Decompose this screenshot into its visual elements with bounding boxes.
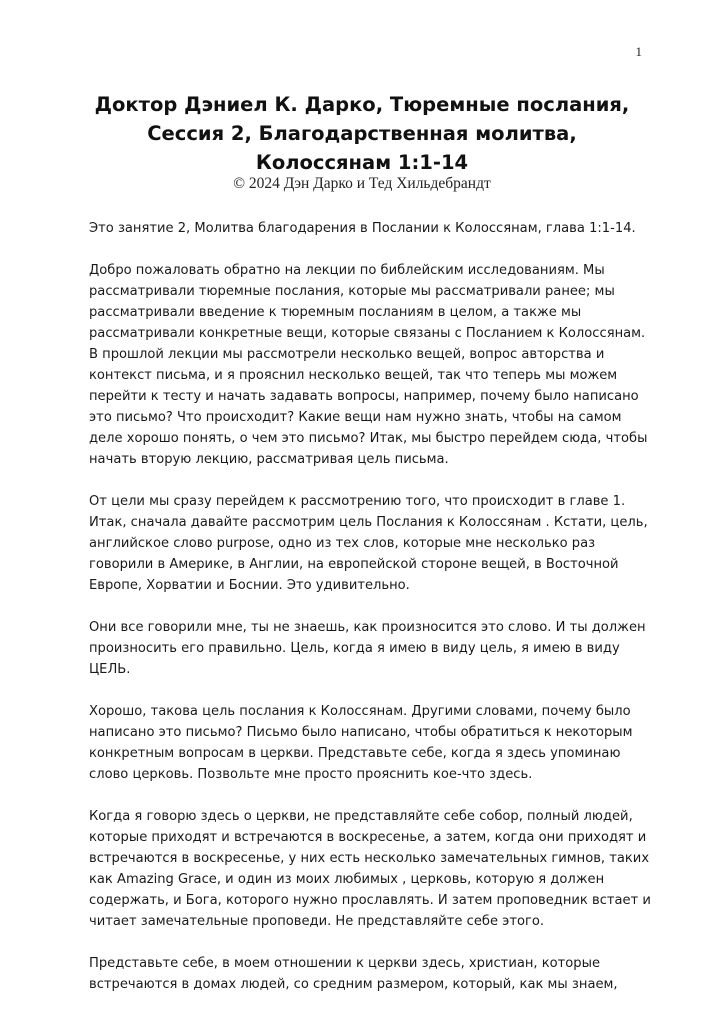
paragraph — [89, 806, 649, 932]
paragraph — [89, 617, 649, 680]
paragraph-line: встречаются в домах людей, со средним размером, который, как мы знаем, — [89, 977, 618, 992]
title-line: Доктор Дэниел К. Дарко, Тюремные послания, — [94, 93, 630, 116]
paragraph-line: ЦЕЛЬ. — [89, 662, 131, 677]
paragraph-line: Европе, Хорватии и Боснии. Это удивительно. — [89, 578, 410, 593]
paragraph-line: Представьте себе, в моем отношении к церкви здесь, христиан, которые — [89, 956, 600, 971]
paragraph-line: говорили в Америке, в Англии, на европейской стороне вещей, в Восточной — [89, 557, 619, 572]
paragraph — [89, 260, 649, 470]
paragraph-line: рассматривали введение к тюремным посланиям в целом, а также мы — [89, 305, 582, 320]
paragraph-line: английское слово purpose, одно из тех слов, которые мне несколько раз — [89, 536, 596, 551]
title-line: Колоссянам 1:1-14 — [255, 151, 469, 174]
paragraph-line: контекст письма, и я прояснил несколько вещей, так что теперь мы можем — [89, 368, 618, 383]
paragraph-line: Это занятие 2, Молитва благодарения в Послании к Колоссянам, глава 1:1-14. — [89, 221, 636, 236]
paragraph-line: начать вторую лекцию, рассматривая цель письма. — [89, 452, 449, 467]
paragraph — [89, 491, 649, 596]
paragraph — [89, 953, 649, 995]
paragraph-line: произносить его правильно. Цель, когда я имею в виду цель, я имею в виду — [89, 641, 620, 656]
title-line: Сессия 2, Благодарственная молитва, — [147, 122, 577, 145]
paragraph-line: как Amazing Grace, и один из моих любимых , церковь, которую я должен — [89, 872, 605, 887]
page-number: 1 — [635, 44, 642, 59]
paragraph-line: рассматривали тюремные послания, которые мы рассматривали ранее; мы — [89, 284, 615, 299]
paragraph — [89, 701, 649, 785]
paragraph-line: содержать, и Бога, которого нужно прославлять. И затем проповедник встает и — [89, 893, 651, 908]
paragraph-line: написано это письмо? Письмо было написано, чтобы обратиться к некоторым — [89, 725, 633, 740]
paragraph-line: которые приходят и встречаются в воскресенье, а затем, когда они приходят и — [89, 830, 647, 845]
paragraph-line: это письмо? Что происходит? Какие вещи нам нужно знать, чтобы на самом — [89, 410, 622, 425]
paragraph-line: Итак, сначала давайте рассмотрим цель Послания к Колоссянам . Кстати, цель, — [89, 515, 648, 530]
paragraph-line: читает замечательные проповеди. Не представляйте себе этого. — [89, 914, 545, 929]
paragraph-line: В прошлой лекции мы рассмотрели несколько вещей, вопрос авторства и — [89, 347, 605, 362]
document-body — [89, 218, 649, 1016]
paragraph-line: деле хорошо понять, о чем это письмо? Итак, мы быстро перейдем сюда, чтобы — [89, 431, 648, 446]
document-title — [60, 90, 664, 194]
paragraph-line: Они все говорили мне, ты не знаешь, как произносится это слово. И ты должен — [89, 620, 646, 635]
paragraph-line: слово церковь. Позвольте мне просто прояснить кое-что здесь. — [89, 767, 533, 782]
paragraph — [89, 218, 649, 239]
paragraph-line: рассматривали конкретные вещи, которые связаны с Посланием к Колоссянам. — [89, 326, 646, 341]
paragraph-line: Хорошо, такова цель послания к Колоссянам. Другими словами, почему было — [89, 704, 631, 719]
paragraph-line: Добро пожаловать обратно на лекции по библейским исследованиям. Мы — [89, 263, 605, 278]
paragraph-line: От цели мы сразу перейдем к рассмотрению того, что происходит в главе 1. — [89, 494, 626, 509]
copyright-notice: © 2024 Дэн Дарко и Тед Хильдебрандт — [233, 175, 491, 192]
paragraph-line: перейти к тесту и начать задавать вопросы, например, почему было написано — [89, 389, 639, 404]
paragraph-line: Когда я говорю здесь о церкви, не представляйте себе собор, полный людей, — [89, 809, 633, 824]
paragraph-line: конкретным вопросам в церкви. Представьте себе, когда я здесь упоминаю — [89, 746, 621, 761]
paragraph-line: встречаются в воскресенье, у них есть несколько замечательных гимнов, таких — [89, 851, 650, 866]
